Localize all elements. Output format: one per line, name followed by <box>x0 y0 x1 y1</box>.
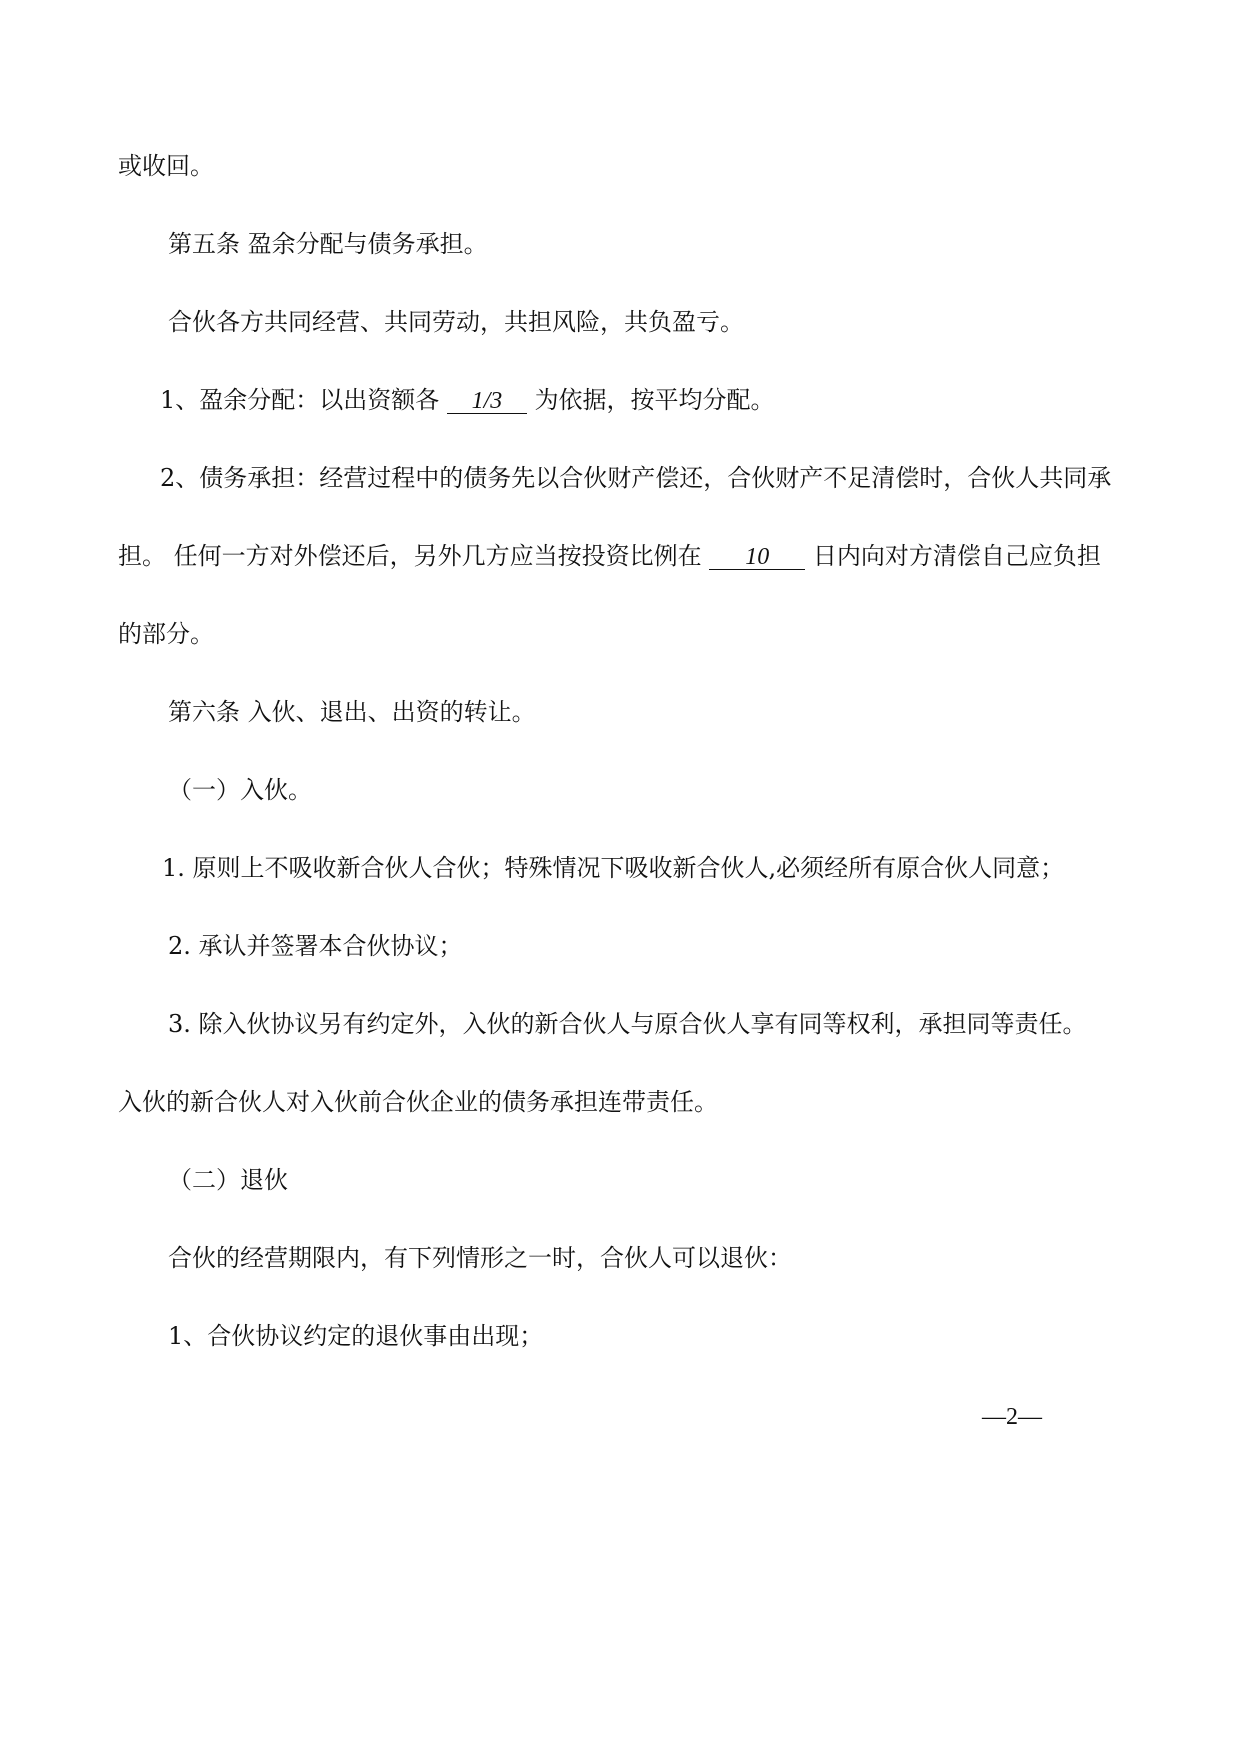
text-segment: 为依据，按平均分配。 <box>534 386 775 414</box>
article-heading-5: 第五条 盈余分配与债务承担。 <box>168 230 488 258</box>
text-line: 合伙各方共同经营、共同劳动，共担风险，共负盈亏。 <box>168 308 744 336</box>
list-item: 1. 原则上不吸收新合伙人合伙；特殊情况下吸收新合伙人,必须经所有原合伙人同意； <box>162 854 1065 882</box>
text-line: 或收回。 <box>118 152 214 180</box>
page-number: —2— <box>982 1404 1042 1430</box>
text-segment: 1、盈余分配：以出资额各 <box>160 386 440 414</box>
list-item: 1、合伙协议约定的退伙事由出现； <box>168 1322 544 1350</box>
profit-distribution-line <box>160 386 775 414</box>
list-item: 3. 除入伙协议另有约定外，入伙的新合伙人与原合伙人享有同等权利，承担同等责任。 <box>168 1010 1087 1038</box>
text-line: 的部分。 <box>118 620 214 648</box>
section-heading: （二）退伙 <box>168 1166 288 1194</box>
text-line: 合伙的经营期限内，有下列情形之一时，合伙人可以退伙： <box>168 1244 792 1272</box>
fill-in-blank: 1/3 <box>447 389 527 414</box>
article-heading-6: 第六条 入伙、退出、出资的转让。 <box>168 698 536 726</box>
debt-repayment-line <box>118 542 1101 570</box>
list-item: 2. 承认并签署本合伙协议； <box>168 932 463 960</box>
text-line: 2、债务承担：经营过程中的债务先以合伙财产偿还，合伙财产不足清偿时，合伙人共同承 <box>160 464 1112 492</box>
text-line: 入伙的新合伙人对入伙前合伙企业的债务承担连带责任。 <box>118 1088 718 1116</box>
text-segment: 日内向对方清偿自己应负担 <box>812 542 1101 570</box>
text-segment: 担。 任何一方对外偿还后，另外几方应当按投资比例在 <box>118 542 702 570</box>
section-heading: （一）入伙。 <box>168 776 312 804</box>
fill-in-blank: 10 <box>709 545 805 570</box>
